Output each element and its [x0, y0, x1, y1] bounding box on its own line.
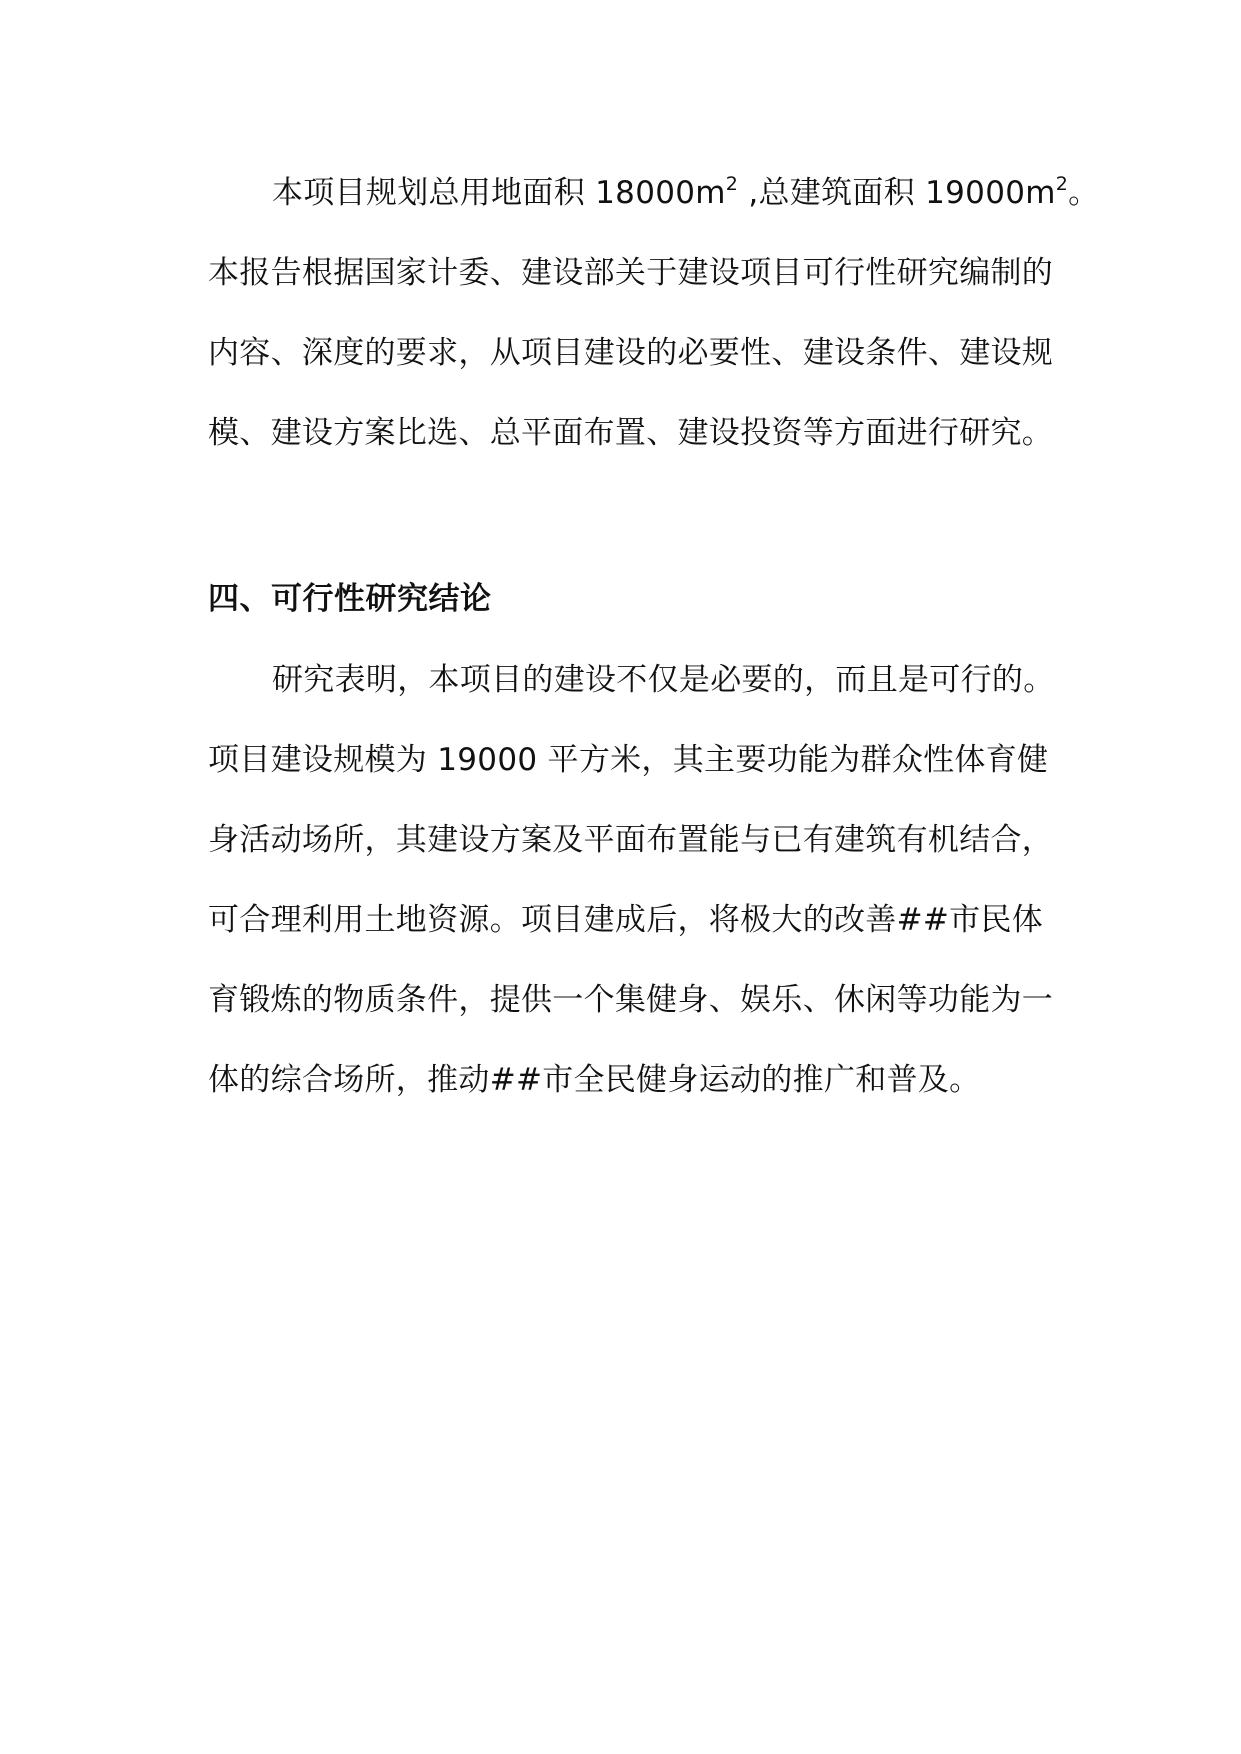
paragraph-line: 模、建设方案比选、总平面布置、建设投资等方面进行研究。 [208, 415, 1054, 451]
paragraph-line: 身活动场所，其建设方案及平面布置能与已有建筑有机结合， [208, 822, 1054, 858]
paragraph-line: 育锻炼的物质条件，提供一个集健身、娱乐、休闲等功能为一 [208, 982, 1054, 1018]
paragraph-line [272, 172, 1100, 213]
line-text: 。 [1068, 175, 1100, 211]
line-text: 本项目规划总用地面积 18000m [272, 175, 726, 211]
paragraph-line: 本报告根据国家计委、建设部关于建设项目可行性研究编制的 [208, 255, 1054, 291]
paragraph-line: 内容、深度的要求，从项目建设的必要性、建设条件、建设规 [208, 335, 1054, 371]
section-heading: 四、可行性研究结论 [208, 581, 492, 617]
paragraph-line: 可合理利用土地资源。项目建成后，将极大的改善##市民体 [208, 902, 1044, 938]
superscript: 2 [1055, 172, 1069, 195]
paragraph-line: 研究表明，本项目的建设不仅是必要的，而且是可行的。 [272, 662, 1055, 698]
paragraph-line: 项目建设规模为 19000 平方米，其主要功能为群众性体育健 [208, 742, 1049, 778]
line-text: ,总建筑面积 19000m [738, 175, 1056, 211]
paragraph-line: 体的综合场所，推动##市全民健身运动的推广和普及。 [208, 1062, 981, 1098]
superscript: 2 [725, 172, 739, 195]
